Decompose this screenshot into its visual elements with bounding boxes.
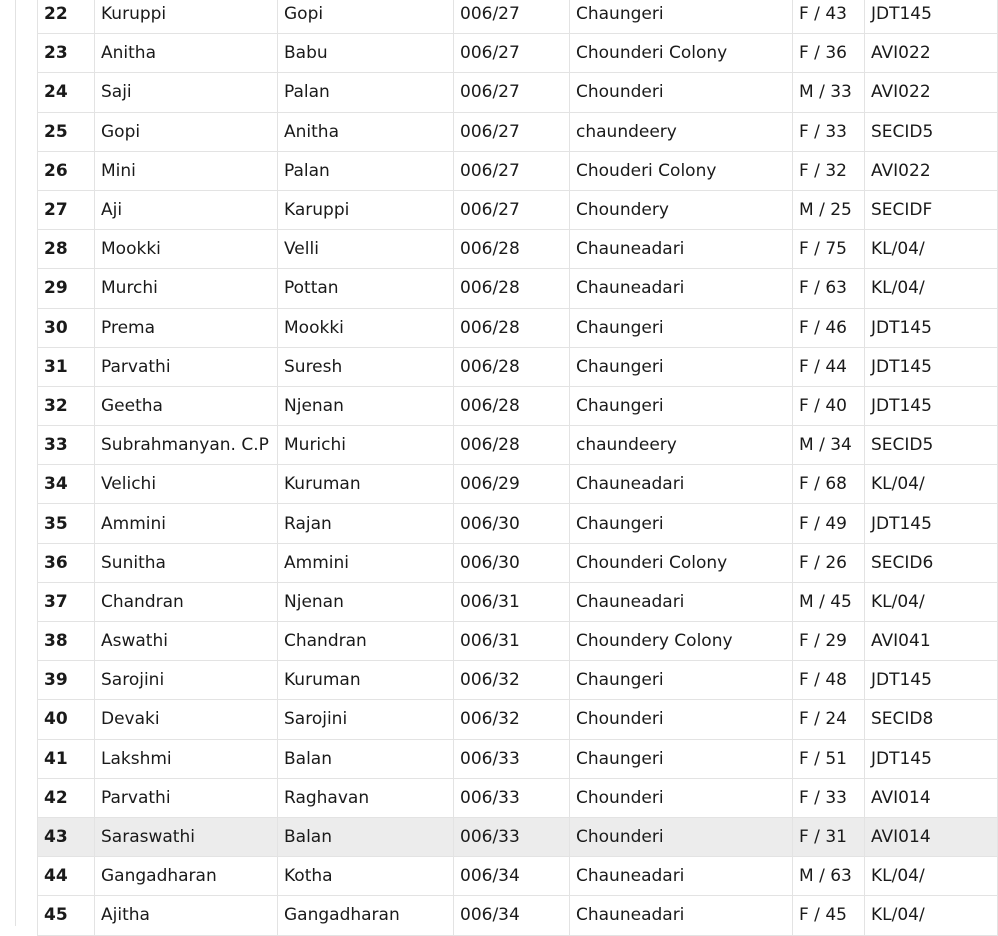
table-row [38,817,998,856]
house-name: Chounderi [570,700,793,739]
guardian-name: Balan [278,739,454,778]
house-number: 006/32 [454,700,570,739]
guardian-name: Gangadharan [278,896,454,935]
guardian-name: Palan [278,73,454,112]
sex-age: F / 63 [793,269,865,308]
house-name: Choundery [570,190,793,229]
sex-age: F / 24 [793,700,865,739]
house-name: Chaungeri [570,0,793,34]
sex-age: F / 29 [793,622,865,661]
house-name: Chaungeri [570,739,793,778]
guardian-name: Suresh [278,347,454,386]
id-card-number: KL/04/ [865,582,998,621]
house-name: Chauneadari [570,230,793,269]
voter-list-table [37,0,998,936]
id-card-number: AVI022 [865,151,998,190]
house-name: Chounderi [570,73,793,112]
id-card-number: JDT145 [865,739,998,778]
house-number: 006/33 [454,778,570,817]
voter-name: Subrahmanyan. C.P [95,426,278,465]
table-row [38,347,998,386]
house-number: 006/30 [454,504,570,543]
row-number: 25 [38,112,95,151]
sex-age: M / 34 [793,426,865,465]
voter-name: Parvathi [95,347,278,386]
house-number: 006/28 [454,347,570,386]
row-number: 41 [38,739,95,778]
guardian-name: Gopi [278,0,454,34]
guardian-name: Kuruman [278,465,454,504]
house-name: Chauneadari [570,269,793,308]
id-card-number: KL/04/ [865,896,998,935]
house-name: Chounderi [570,778,793,817]
id-card-number: SECID5 [865,112,998,151]
id-card-number: JDT145 [865,0,998,34]
sex-age: F / 40 [793,386,865,425]
guardian-name: Njenan [278,582,454,621]
sex-age: F / 31 [793,817,865,856]
house-name: Chauneadari [570,896,793,935]
house-name: Chaungeri [570,661,793,700]
house-name: chaundeery [570,426,793,465]
house-name: Chaungeri [570,347,793,386]
row-number: 30 [38,308,95,347]
left-border-line [15,0,16,926]
house-number: 006/27 [454,151,570,190]
sex-age: F / 33 [793,112,865,151]
sex-age: F / 36 [793,34,865,73]
voter-name: Mookki [95,230,278,269]
row-number: 33 [38,426,95,465]
id-card-number: JDT145 [865,308,998,347]
guardian-name: Velli [278,230,454,269]
table-row [38,582,998,621]
voter-name: Murchi [95,269,278,308]
sex-age: F / 33 [793,778,865,817]
table-row [38,0,998,34]
voter-name: Aji [95,190,278,229]
table-row [38,739,998,778]
house-number: 006/31 [454,582,570,621]
house-name: Chounderi [570,817,793,856]
table-row [38,700,998,739]
guardian-name: Balan [278,817,454,856]
table-row [38,622,998,661]
row-number: 29 [38,269,95,308]
table-row [38,465,998,504]
id-card-number: AVI022 [865,34,998,73]
row-number: 44 [38,857,95,896]
sex-age: F / 46 [793,308,865,347]
table-row [38,778,998,817]
id-card-number: JDT145 [865,347,998,386]
voter-name: Ajitha [95,896,278,935]
row-number: 37 [38,582,95,621]
id-card-number: KL/04/ [865,857,998,896]
sex-age: F / 44 [793,347,865,386]
row-number: 35 [38,504,95,543]
row-number: 23 [38,34,95,73]
id-card-number: AVI041 [865,622,998,661]
voter-name: Gopi [95,112,278,151]
guardian-name: Raghavan [278,778,454,817]
house-number: 006/27 [454,190,570,229]
house-number: 006/28 [454,426,570,465]
id-card-number: JDT145 [865,661,998,700]
id-card-number: JDT145 [865,386,998,425]
voter-name: Kuruppi [95,0,278,34]
guardian-name: Murichi [278,426,454,465]
table-row [38,857,998,896]
guardian-name: Kotha [278,857,454,896]
row-number: 39 [38,661,95,700]
id-card-number: AVI014 [865,817,998,856]
row-number: 40 [38,700,95,739]
house-name: Chauneadari [570,857,793,896]
voter-name: Prema [95,308,278,347]
guardian-name: Palan [278,151,454,190]
row-number: 43 [38,817,95,856]
row-number: 42 [38,778,95,817]
house-number: 006/32 [454,661,570,700]
voter-name: Lakshmi [95,739,278,778]
table-row [38,230,998,269]
house-number: 006/28 [454,269,570,308]
table-row [38,661,998,700]
sex-age: F / 48 [793,661,865,700]
table-row [38,896,998,935]
house-name: Chounderi Colony [570,543,793,582]
guardian-name: Anitha [278,112,454,151]
id-card-number: KL/04/ [865,269,998,308]
table-row [38,308,998,347]
row-number: 32 [38,386,95,425]
id-card-number: AVI022 [865,73,998,112]
house-name: Chaungeri [570,504,793,543]
sex-age: F / 51 [793,739,865,778]
id-card-number: KL/04/ [865,465,998,504]
guardian-name: Njenan [278,386,454,425]
house-number: 006/27 [454,0,570,34]
voter-name: Chandran [95,582,278,621]
row-number: 24 [38,73,95,112]
table-row [38,190,998,229]
id-card-number: SECID8 [865,700,998,739]
guardian-name: Kuruman [278,661,454,700]
voter-name: Geetha [95,386,278,425]
house-number: 006/28 [454,230,570,269]
row-number: 27 [38,190,95,229]
table-row [38,269,998,308]
house-number: 006/33 [454,817,570,856]
guardian-name: Mookki [278,308,454,347]
guardian-name: Ammini [278,543,454,582]
table-row [38,151,998,190]
table-row [38,73,998,112]
house-name: chaundeery [570,112,793,151]
row-number: 22 [38,0,95,34]
house-number: 006/31 [454,622,570,661]
table-row [38,112,998,151]
table-row [38,386,998,425]
id-card-number: SECID5 [865,426,998,465]
row-number: 38 [38,622,95,661]
house-name: Chaungeri [570,308,793,347]
row-number: 31 [38,347,95,386]
sex-age: M / 25 [793,190,865,229]
id-card-number: SECID6 [865,543,998,582]
voter-name: Parvathi [95,778,278,817]
voter-name: Saraswathi [95,817,278,856]
voter-name: Anitha [95,34,278,73]
voter-name: Sunitha [95,543,278,582]
id-card-number: AVI014 [865,778,998,817]
guardian-name: Chandran [278,622,454,661]
house-number: 006/27 [454,112,570,151]
house-number: 006/28 [454,308,570,347]
guardian-name: Sarojini [278,700,454,739]
table-row [38,504,998,543]
house-name: Chauneadari [570,465,793,504]
row-number: 34 [38,465,95,504]
id-card-number: KL/04/ [865,230,998,269]
house-name: Chouderi Colony [570,151,793,190]
id-card-number: SECIDF [865,190,998,229]
house-number: 006/27 [454,34,570,73]
sex-age: F / 75 [793,230,865,269]
sex-age: F / 26 [793,543,865,582]
voter-name: Sarojini [95,661,278,700]
row-number: 36 [38,543,95,582]
house-number: 006/34 [454,896,570,935]
sex-age: M / 63 [793,857,865,896]
house-name: Choundery Colony [570,622,793,661]
house-number: 006/34 [454,857,570,896]
id-card-number: JDT145 [865,504,998,543]
house-name: Chaungeri [570,386,793,425]
house-number: 006/33 [454,739,570,778]
sex-age: F / 68 [793,465,865,504]
house-number: 006/28 [454,386,570,425]
guardian-name: Karuppi [278,190,454,229]
voter-name: Aswathi [95,622,278,661]
house-number: 006/30 [454,543,570,582]
sex-age: M / 33 [793,73,865,112]
voter-name: Gangadharan [95,857,278,896]
house-number: 006/29 [454,465,570,504]
voter-name: Devaki [95,700,278,739]
sex-age: F / 43 [793,0,865,34]
sex-age: F / 49 [793,504,865,543]
guardian-name: Babu [278,34,454,73]
house-name: Chounderi Colony [570,34,793,73]
sex-age: M / 45 [793,582,865,621]
voter-name: Mini [95,151,278,190]
guardian-name: Rajan [278,504,454,543]
row-number: 26 [38,151,95,190]
voter-name: Velichi [95,465,278,504]
sex-age: F / 32 [793,151,865,190]
table-row [38,426,998,465]
table-row [38,34,998,73]
sex-age: F / 45 [793,896,865,935]
row-number: 45 [38,896,95,935]
house-name: Chauneadari [570,582,793,621]
voter-name: Ammini [95,504,278,543]
voter-name: Saji [95,73,278,112]
table-body [38,0,998,935]
table-row [38,543,998,582]
house-number: 006/27 [454,73,570,112]
guardian-name: Pottan [278,269,454,308]
row-number: 28 [38,230,95,269]
